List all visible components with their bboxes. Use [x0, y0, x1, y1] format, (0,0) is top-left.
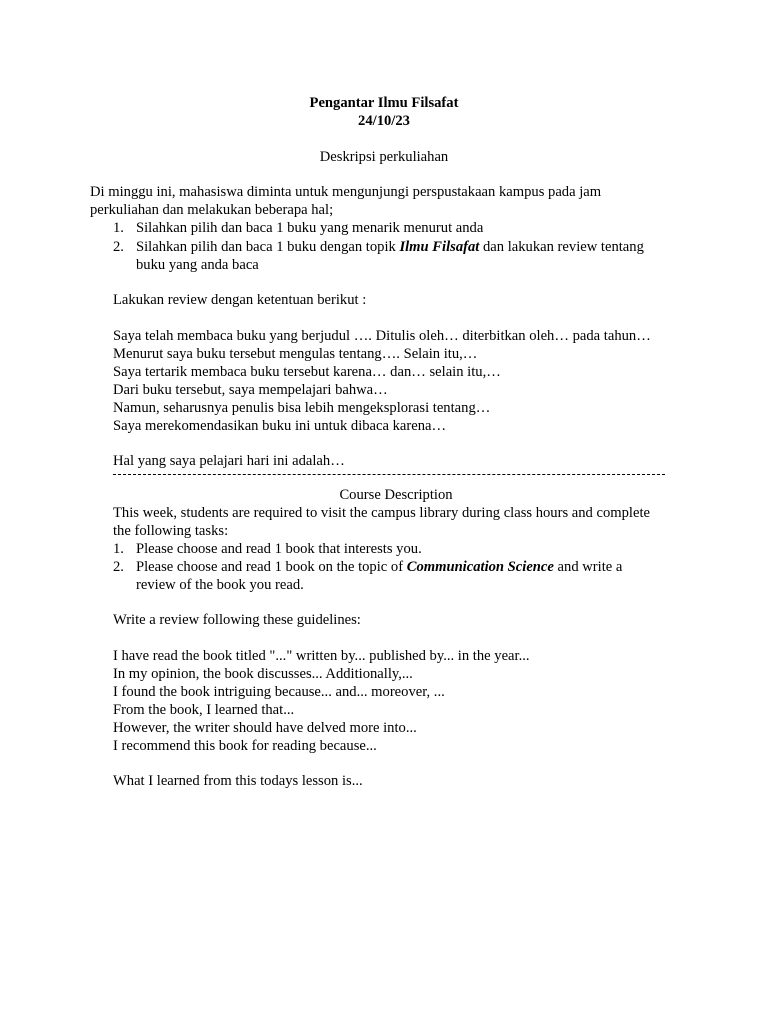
en-template-line: I found the book intriguing because... and... moreover, ... [113, 684, 445, 700]
en-template-line: However, the writer should have delved more into... [113, 720, 417, 736]
en-task-1-number: 1. [113, 541, 124, 557]
id-template-line: Saya tertarik membaca buku tersebut karena… dan… selain itu,… [113, 364, 501, 380]
id-task-2-pre: Silahkan pilih dan baca 1 buku dengan topik [136, 239, 400, 255]
en-task-2-continued: review of the book you read. [136, 577, 304, 593]
en-task-2-topic: Communication Science [406, 559, 554, 575]
id-task-2 [136, 238, 644, 256]
en-closing: What I learned from this todays lesson is... [113, 773, 363, 789]
id-template-line: Dari buku tersebut, saya mempelajari bahwa… [113, 382, 388, 398]
id-task-2-post: dan lakukan review tentang [479, 239, 644, 255]
en-template-line: I recommend this book for reading because... [113, 738, 377, 754]
id-intro-line-1: Di minggu ini, mahasiswa diminta untuk mengunjungi perspustakaan kampus pada jam [90, 184, 602, 200]
id-template-line: Saya merekomendasikan buku ini untuk dibaca karena… [113, 418, 447, 434]
en-heading: Course Description [339, 487, 453, 503]
id-task-1: Silahkan pilih dan baca 1 buku yang menarik menurut anda [136, 220, 484, 236]
en-intro-line-2: the following tasks: [113, 523, 229, 539]
id-intro-line-2: perkuliahan dan melakukan beberapa hal; [90, 202, 334, 218]
id-task-2-continued: buku yang anda baca [136, 257, 259, 273]
id-task-2-number: 2. [113, 239, 124, 255]
id-closing: Hal yang saya pelajari hari ini adalah… [113, 453, 345, 469]
en-task-1: Please choose and read 1 book that interests you. [136, 541, 422, 557]
en-task-2-number: 2. [113, 559, 124, 575]
en-template-line: In my opinion, the book discusses... Additionally,... [113, 666, 413, 682]
id-template-line: Namun, seharusnya penulis bisa lebih mengeksplorasi tentang… [113, 400, 491, 416]
en-task-2-pre: Please choose and read 1 book on the topic of [136, 559, 407, 575]
document-title: Pengantar Ilmu Filsafat [309, 95, 459, 111]
section-divider [113, 474, 665, 475]
en-task-2-post: and write a [553, 559, 623, 575]
en-template-line: I have read the book titled "..." written by... published by... in the year... [113, 648, 530, 664]
id-task-2-topic: Ilmu Filsafat [399, 239, 480, 255]
document-subtitle: Deskripsi perkuliahan [319, 149, 449, 165]
id-template-line: Menurut saya buku tersebut mengulas tentang…. Selain itu,… [113, 346, 478, 362]
id-task-1-number: 1. [113, 220, 124, 236]
en-review-intro: Write a review following these guidelines: [113, 612, 361, 628]
en-template-line: From the book, I learned that... [113, 702, 295, 718]
document-date: 24/10/23 [358, 113, 410, 129]
id-review-intro: Lakukan review dengan ketentuan berikut : [113, 292, 367, 308]
en-task-2 [136, 558, 622, 576]
id-template-line: Saya telah membaca buku yang berjudul …. Ditulis oleh… diterbitkan oleh… pada tahun… [113, 328, 651, 344]
en-intro-line-1: This week, students are required to visit the campus library during class hours and complete [113, 505, 650, 521]
